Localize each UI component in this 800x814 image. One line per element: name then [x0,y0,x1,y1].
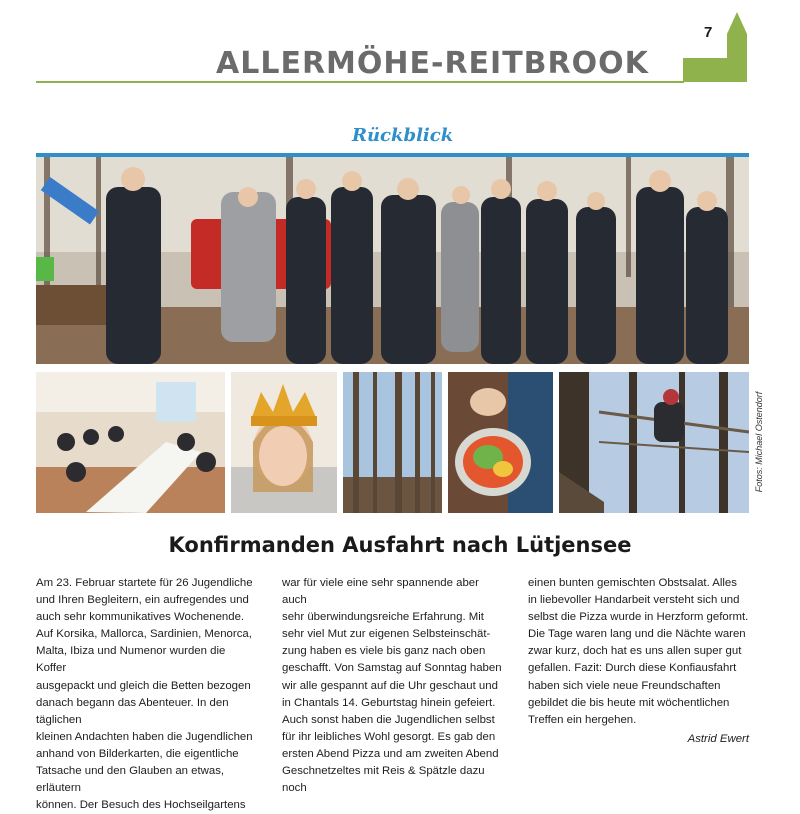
dining-photo [36,372,225,513]
article-text-column-2: war für viele eine sehr spannende aber auch sehr überwindungsreiche Erfahrung. Mit sehr viel Mut zur eigenen Selbsteinschät- zung haben es viele bis ganz nach oben geschafft. Von Samstag auf Sonntag haben wir alle gespannt auf die Uhr geschaut und in Chantals 14. Geburtstag hinein gefeiert. Auch sonst haben die Jugendlichen selbst für ihr leibliches Wohl gesorgt. Es gab den ersten Abend Pizza und am zweiten Abend Geschnetzeltes mit Reis & Spätzle dazu noch [282,577,502,795]
photo-credit: Fotos: Michael Ostendorf [754,391,764,493]
crown-photo [231,372,337,513]
climbing-photo [559,372,749,513]
article-text-column-1: Am 23. Februar startete für 26 Jugendliche und Ihren Begleitern, ein aufregendes und auch sehr kommunikatives Wochenende. Auf Korsika, Mallorca, Sardinien, Menorca, Malta, Ibiza und Numenor wurden die Koffer ausgepackt und gleich die Betten bezogen danach begann das Abenteuer. In den täglichen kleinen Andachten haben die Jugendlichen anhand von Bilderkarten, die eigentliche Tatsache und den Glauben an etwas, erläutern können. Der Besuch des Hochseilgartens [36,577,253,812]
forest-photo [343,372,442,513]
food-photo [448,372,553,513]
page-number: 7 [704,24,713,41]
article-column-1 [36,575,258,814]
church-icon [683,12,749,82]
article-column-2 [282,575,504,797]
article-text-column-3: einen bunten gemischten Obstsalat. Alles in liebevoller Handarbeit versteht sich und selbst die Pizza wurde in Herzform geformt. Die Tage waren lang und die Nächte waren zwar kurz, doch hat es uns allen super gut gefallen. Fazit: Durch diese Konfiausfahrt haben sich viele neue Freundschaften gebildet die bis heute mit wöchentlichen Treffen ein hergehen. [528,577,749,726]
article-headline: Konfirmanden Ausfahrt nach Lütjensee [168,533,632,557]
page-title: ALLERMÖHE-REITBROOK [216,46,649,81]
group-photo [36,157,749,364]
article-column-3 [528,575,750,729]
article-author: Astrid Ewert [687,733,749,745]
section-label: Rückblick [352,125,454,146]
title-divider [36,81,684,83]
